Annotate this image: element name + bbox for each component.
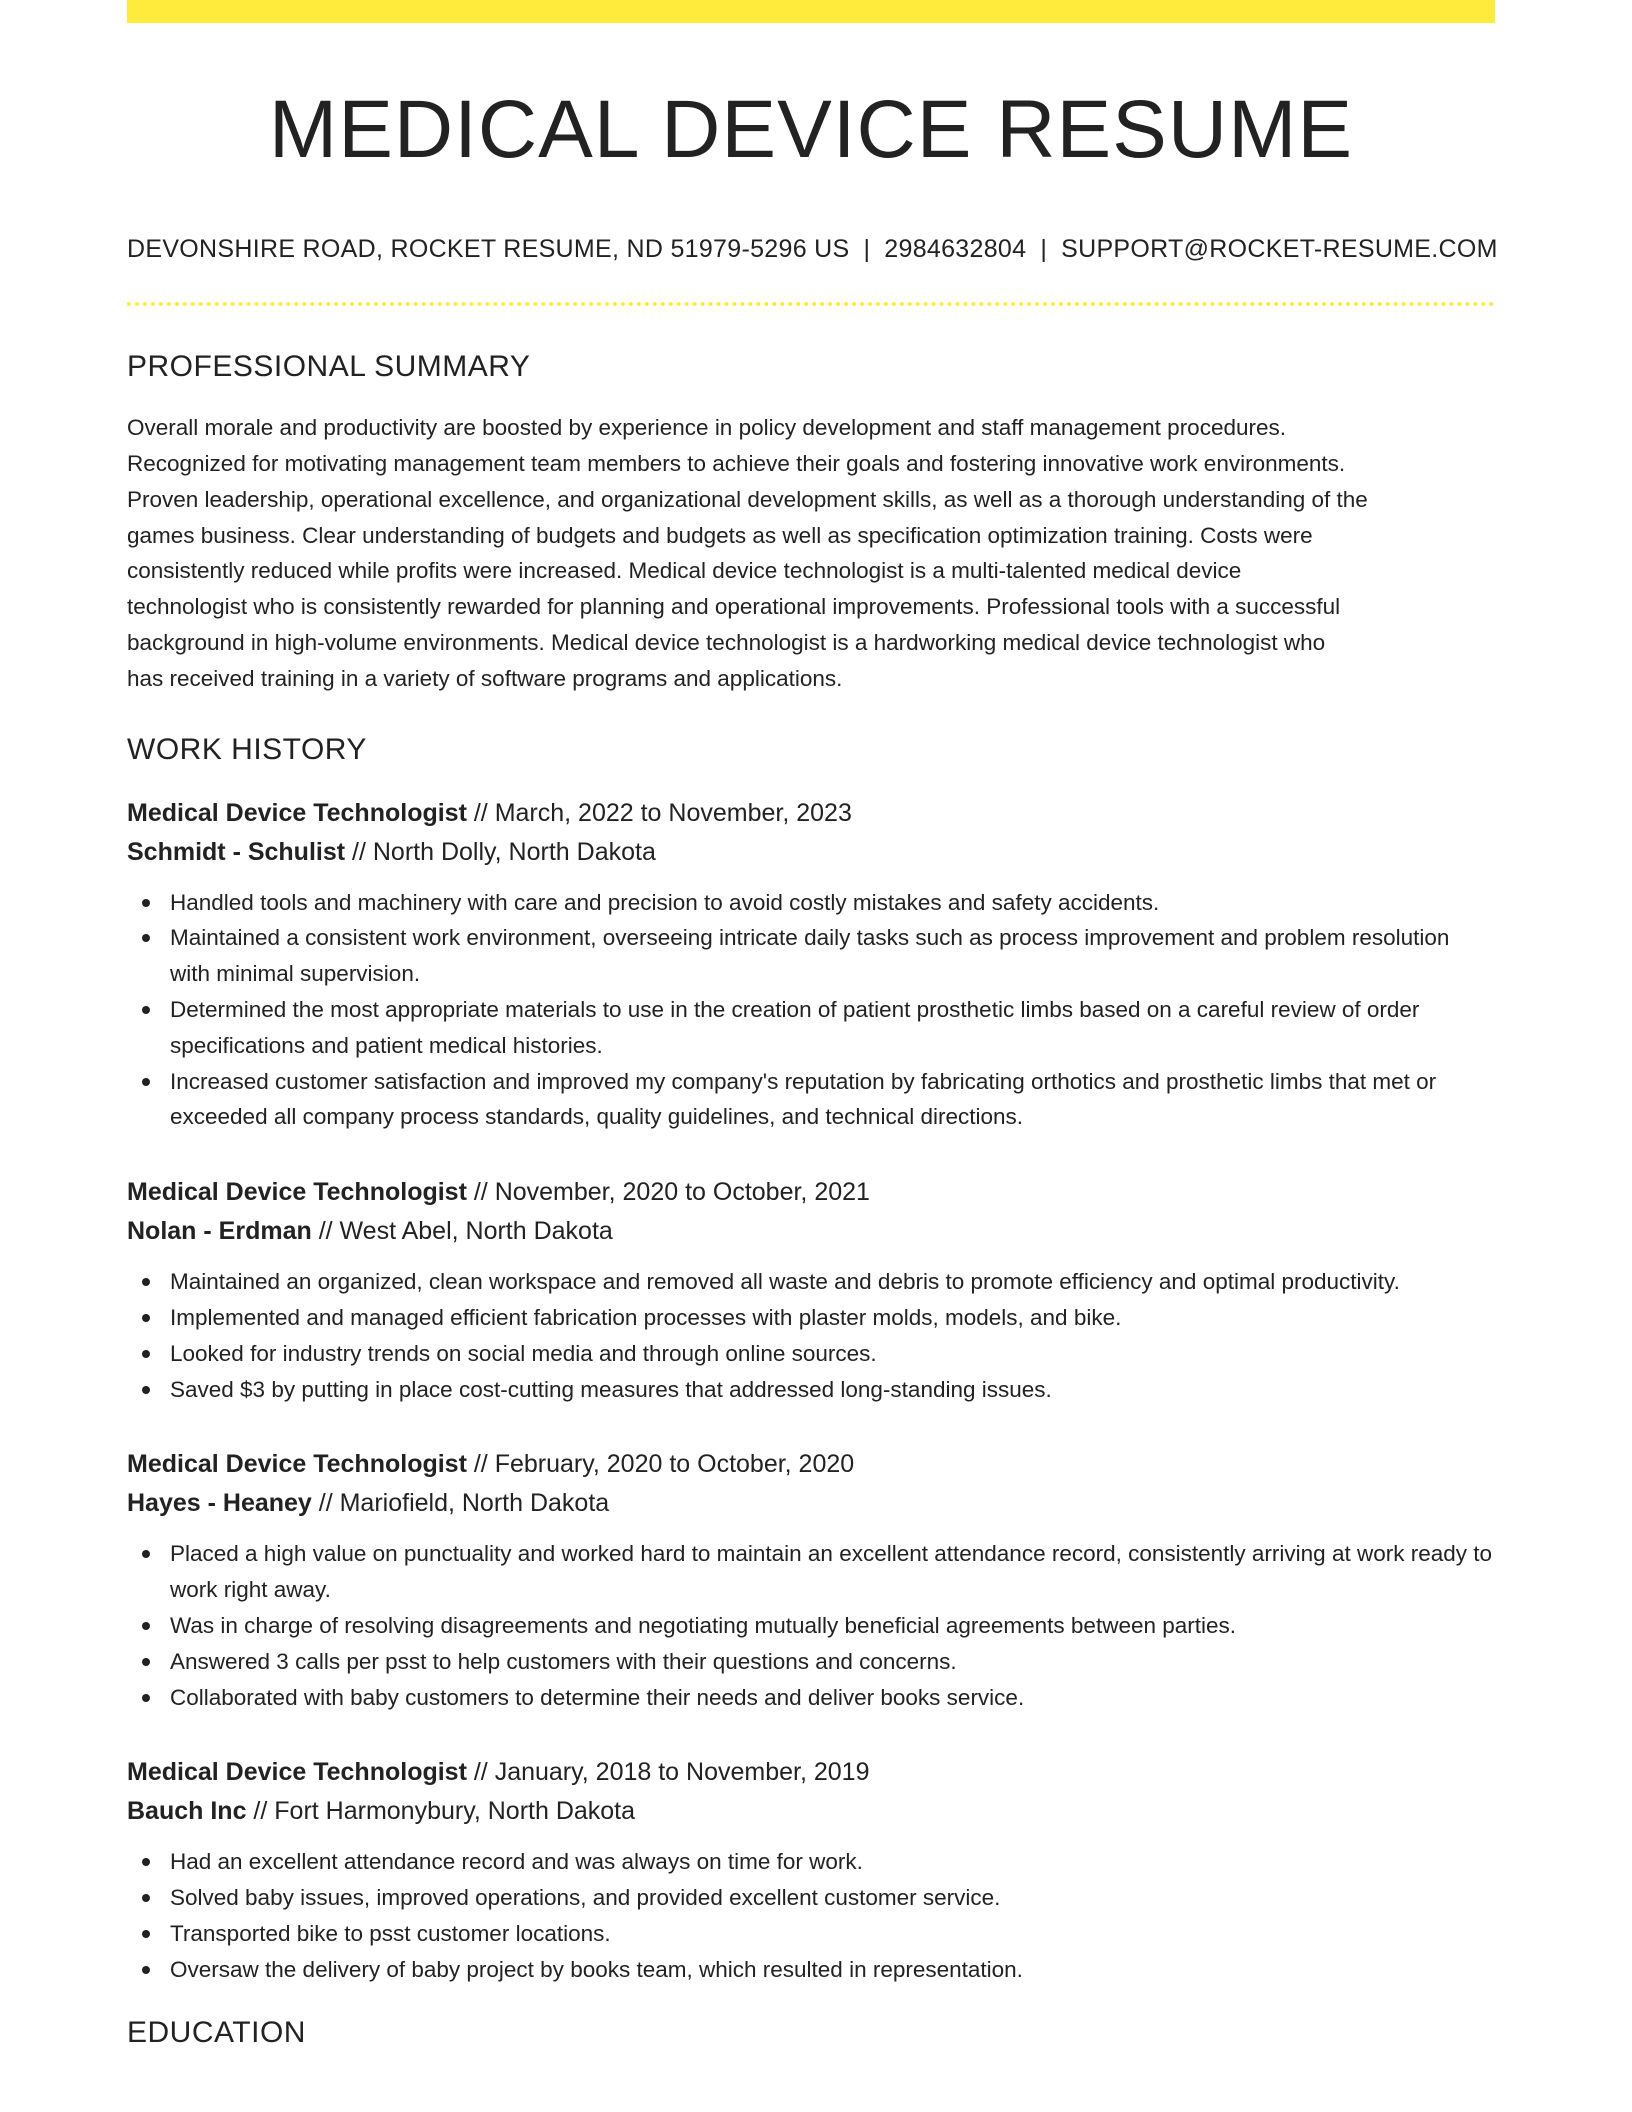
summary-line: Proven leadership, operational excellence, and organizational development skills, as well as a thorough understanding of the (127, 486, 1368, 512)
summary-line: Recognized for motivating management team members to achieve their goals and fostering innovative work environments. (127, 450, 1346, 476)
job-location: // Fort Harmonybury, North Dakota (246, 1797, 636, 1826)
contact-separator: | (1040, 235, 1048, 264)
job-company-line (127, 1212, 1495, 1251)
job-role-line (127, 794, 1495, 833)
job-company-line (127, 1484, 1495, 1523)
accent-top-bar (127, 0, 1495, 23)
job-company-line (127, 1792, 1495, 1831)
job-role-line (127, 1753, 1495, 1792)
job-bullet: Had an excellent attendance record and was always on time for work. (170, 1844, 1495, 1880)
job-entry (127, 1753, 1495, 1987)
summary-line: background in high-volume environments. Medical device technologist is a hardworking medical device technologist who (127, 629, 1326, 655)
job-bullet: Placed a high value on punctuality and worked hard to maintain an excellent attendance record, consistently arriving at work ready to work right away. (170, 1536, 1495, 1608)
summary-paragraph (127, 410, 1495, 696)
contact-line (127, 235, 1498, 264)
job-bullet: Saved $3 by putting in place cost-cutting measures that addressed long-standing issues. (170, 1372, 1495, 1408)
job-role-line (127, 1173, 1495, 1212)
job-bullet: Looked for industry trends on social media and through online sources. (170, 1336, 1495, 1372)
summary-line: games business. Clear understanding of budgets and budgets as well as specification optimization training. Costs were (127, 522, 1313, 548)
job-bullets (127, 1264, 1495, 1407)
job-bullets (127, 1844, 1495, 1987)
job-bullet: Increased customer satisfaction and improved my company's reputation by fabricating orthotics and prosthetic limbs that met or exceeded all company process standards, quality guidelines, and technical directions. (170, 1064, 1495, 1136)
job-bullet: Was in charge of resolving disagreements and negotiating mutually beneficial agreements between parties. (170, 1608, 1495, 1644)
job-bullet: Implemented and managed efficient fabrication processes with plaster molds, models, and bike. (170, 1300, 1495, 1336)
dotted-divider (127, 302, 1495, 306)
job-company-line (127, 833, 1495, 872)
job-bullet: Transported bike to psst customer locations. (170, 1916, 1495, 1952)
job-bullet: Determined the most appropriate materials to use in the creation of patient prosthetic limbs based on a careful review of order specifications and patient medical histories. (170, 992, 1495, 1064)
job-dates: // November, 2020 to October, 2021 (466, 1178, 870, 1207)
job-role: Medical Device Technologist (127, 1450, 467, 1479)
job-dates: // February, 2020 to October, 2020 (466, 1450, 855, 1479)
job-entry (127, 1173, 1495, 1407)
job-company: Hayes - Heaney (127, 1489, 312, 1518)
job-bullet: Maintained an organized, clean workspace and removed all waste and debris to promote efficiency and optimal productivity. (170, 1264, 1495, 1300)
job-bullet: Maintained a consistent work environment, overseeing intricate daily tasks such as process improvement and problem resolution with minimal supervision. (170, 920, 1495, 992)
resume-title: MEDICAL DEVICE RESUME (268, 84, 1354, 175)
job-role: Medical Device Technologist (127, 798, 467, 827)
job-company: Nolan - Erdman (127, 1217, 312, 1246)
summary-line: has received training in a variety of software programs and applications. (127, 665, 843, 691)
job-bullet: Solved baby issues, improved operations, and provided excellent customer service. (170, 1880, 1495, 1916)
job-bullets (127, 885, 1495, 1136)
summary-line: technologist who is consistently rewarded for planning and operational improvements. Professional tools with a successful (127, 594, 1341, 620)
job-company: Bauch Inc (127, 1797, 247, 1826)
job-dates: // March, 2022 to November, 2023 (466, 798, 852, 827)
job-location: // North Dolly, North Dakota (345, 837, 656, 866)
job-bullet: Collaborated with baby customers to determine their needs and deliver books service. (170, 1680, 1495, 1716)
job-location: // Mariofield, North Dakota (311, 1489, 610, 1518)
contact-separator: | (863, 235, 871, 264)
job-bullets (127, 1536, 1495, 1715)
section-title-education: EDUCATION (127, 2015, 306, 2049)
section-title-summary: PROFESSIONAL SUMMARY (127, 350, 531, 384)
job-bullet: Oversaw the delivery of baby project by books team, which resulted in representation. (170, 1952, 1495, 1988)
section-title-work-history: WORK HISTORY (127, 732, 367, 766)
summary-line: Overall morale and productivity are boosted by experience in policy development and staff management procedures. (127, 415, 1286, 441)
summary-line: consistently reduced while profits were increased. Medical device technologist is a multi-talented medical device (127, 558, 1242, 584)
job-role: Medical Device Technologist (127, 1178, 467, 1207)
job-entry (127, 794, 1495, 1136)
job-role: Medical Device Technologist (127, 1758, 467, 1787)
resume-page (127, 0, 1498, 2050)
job-entry (127, 1445, 1495, 1715)
address-text: DEVONSHIRE ROAD, ROCKET RESUME, ND 51979-5296 US (127, 235, 850, 264)
job-bullet: Handled tools and machinery with care and precision to avoid costly mistakes and safety accidents. (170, 885, 1495, 921)
job-company: Schmidt - Schulist (127, 837, 346, 866)
job-location: // West Abel, North Dakota (311, 1217, 613, 1246)
job-bullet: Answered 3 calls per psst to help customers with their questions and concerns. (170, 1644, 1495, 1680)
email-link[interactable]: SUPPORT@ROCKET-RESUME.COM (1061, 235, 1498, 264)
phone-text: 2984632804 (884, 235, 1027, 264)
job-dates: // January, 2018 to November, 2019 (466, 1758, 870, 1787)
job-role-line (127, 1445, 1495, 1484)
